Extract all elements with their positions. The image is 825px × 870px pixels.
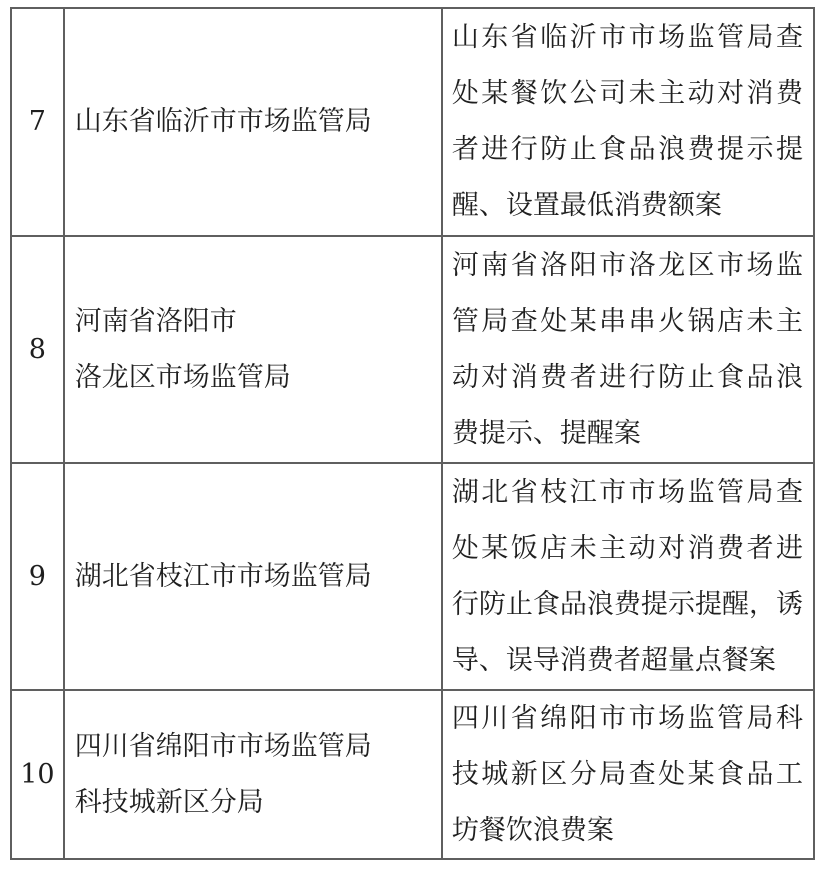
row-number: 8	[28, 333, 46, 365]
case-line: 四川省绵阳市市场监管局科	[451, 702, 803, 734]
enforcement-cases-table	[10, 7, 815, 860]
case-cell	[443, 237, 813, 462]
case-line: 河南省洛阳市洛龙区市场监	[451, 249, 803, 281]
table-row	[12, 691, 813, 858]
agency-line: 科技城新区分局	[74, 786, 264, 818]
row-number-cell	[12, 237, 65, 462]
case-cell	[443, 464, 813, 689]
row-number-cell	[12, 464, 65, 689]
case-cell	[443, 691, 813, 858]
row-number: 9	[28, 560, 46, 592]
row-number-cell	[12, 9, 65, 235]
agency-line: 洛龙区市场监管局	[74, 361, 291, 393]
agency-line: 四川省绵阳市市场监管局	[74, 730, 372, 762]
agency-cell	[65, 464, 443, 689]
table-row	[12, 237, 813, 464]
agency-line: 山东省临沂市市场监管局	[74, 106, 372, 137]
case-line: 动对消费者进行防止食品浪	[451, 361, 803, 393]
agency-cell	[65, 237, 443, 462]
case-line: 坊餐饮浪费案	[451, 814, 614, 846]
agency-line: 湖北省枝江市市场监管局	[74, 560, 372, 592]
case-line: 行防止食品浪费提示提醒，诱	[451, 588, 803, 620]
case-cell	[443, 9, 813, 235]
case-line: 山东省临沂市市场监管局查	[451, 22, 803, 53]
row-number-cell	[12, 691, 65, 858]
row-number: 7	[28, 106, 46, 137]
agency-line: 河南省洛阳市	[74, 305, 237, 337]
case-line: 湖北省枝江市市场监管局查	[451, 476, 803, 508]
case-line: 处某饭店未主动对消费者进	[451, 532, 803, 564]
agency-cell	[65, 691, 443, 858]
agency-cell	[65, 9, 443, 235]
table-row	[12, 9, 813, 237]
row-number: 10	[20, 758, 55, 790]
case-line: 者进行防止食品浪费提示提	[451, 134, 803, 165]
case-line: 技城新区分局查处某食品工	[451, 758, 803, 790]
case-line: 导、误导消费者超量点餐案	[451, 644, 776, 676]
case-line: 醒、设置最低消费额案	[451, 190, 722, 221]
case-line: 管局查处某串串火锅店未主	[451, 305, 803, 337]
table-row	[12, 464, 813, 691]
case-line: 费提示、提醒案	[451, 417, 641, 449]
case-line: 处某餐饮公司未主动对消费	[451, 78, 803, 109]
